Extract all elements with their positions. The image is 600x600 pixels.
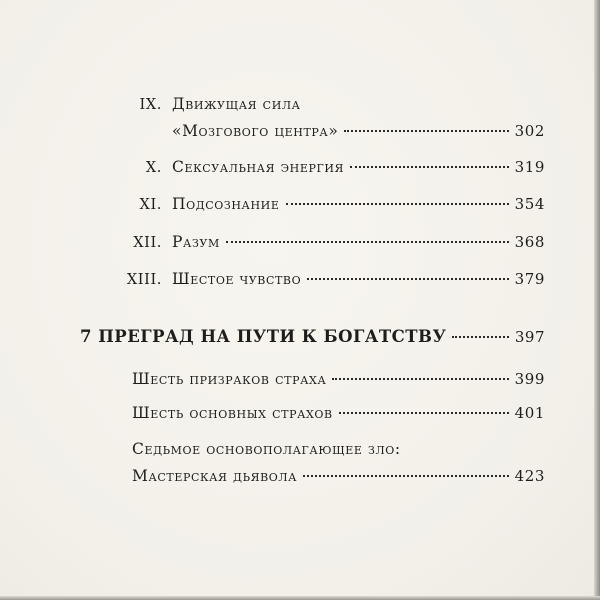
subsection-title: Мастерская дьявола: [132, 467, 298, 485]
toc-section: [80, 327, 545, 346]
chapter-title: Подсознание: [172, 195, 280, 213]
dot-leader: [339, 412, 509, 414]
page-number: 368: [514, 233, 545, 251]
page-number: 302: [514, 122, 545, 140]
dot-leader: [452, 336, 508, 338]
chapter-title: Сексуальная энергия: [172, 158, 345, 176]
toc-subsection-3-line1: Седьмое основополагающее зло:: [132, 440, 401, 458]
toc-entry-xii: [100, 233, 545, 251]
subsection-title: Шесть основных страхов: [132, 404, 333, 422]
page-number: 354: [514, 195, 545, 213]
chapter-number: IX.: [139, 97, 162, 113]
chapter-number: XIII.: [126, 272, 162, 288]
toc-entry-xi: [100, 195, 545, 213]
chapter-title: Разум: [172, 233, 220, 251]
page-number: 397: [514, 328, 545, 346]
page-edge-bottom: [0, 596, 600, 600]
dot-leader: [226, 241, 509, 243]
dot-leader: [307, 278, 508, 280]
toc-entry-ix: [100, 122, 545, 140]
toc-entry-ix-line1: [100, 95, 301, 113]
dot-leader: [332, 378, 508, 380]
toc-entry-x: [100, 158, 545, 176]
page-edge-right: [594, 0, 600, 600]
page-number: 423: [514, 467, 545, 485]
page-number: 319: [514, 158, 545, 176]
toc-subsection-2: [132, 404, 545, 422]
toc-subsection-1: [132, 370, 545, 388]
toc-subsection-3: [132, 467, 545, 485]
chapter-title-line1: Движущая сила: [172, 95, 301, 113]
dot-leader: [303, 475, 508, 477]
chapter-number: XI.: [139, 197, 162, 213]
chapter-title: «Мозгового центра»: [172, 122, 339, 140]
dot-leader: [286, 203, 509, 205]
chapter-title: Шестое чувство: [172, 270, 302, 288]
subsection-title: Шесть призраков страха: [132, 370, 327, 388]
page-number: 401: [514, 404, 545, 422]
toc-entry-xiii: [100, 270, 545, 288]
dot-leader: [350, 166, 509, 168]
section-title: 7 ПРЕГРАД НА ПУТИ К БОГАТСТВУ: [80, 327, 447, 346]
chapter-number: XII.: [133, 235, 162, 251]
dot-leader: [344, 130, 508, 132]
chapter-number: X.: [145, 160, 162, 176]
page-number: 379: [514, 270, 545, 288]
page-number: 399: [514, 370, 545, 388]
